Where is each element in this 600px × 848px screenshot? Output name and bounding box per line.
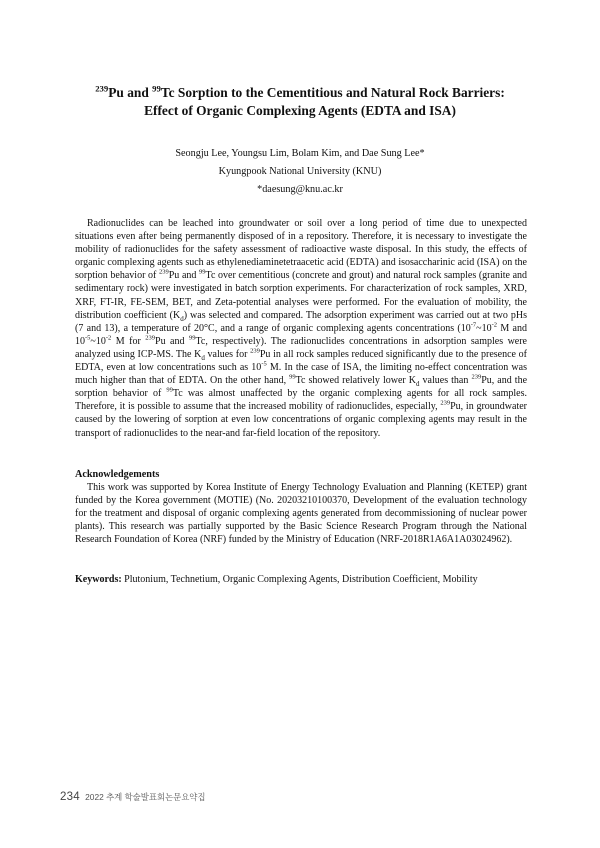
acknowledgements-body: This work was supported by Korea Institute of Energy Technology Evaluation and Planning (KETEP) grant funded by the Korea government (MOTIE) (No. 20203210100370, Development of the evaluation technology for the treatment and disposal of organic complexing agents generated from decommissioning of nuclear power plants). This research was partially supported by the Basic Science Research Program through the National Research Foundation of Korea (NRF) funded by the Ministry of Education (NRF-2018R1A6A1A03024962). <box>75 482 527 546</box>
author-list: Seongju Lee, Youngsu Lim, Bolam Kim, and Dae Sung Lee* <box>175 148 425 159</box>
corresponding-email: *daesung@knu.ac.kr <box>257 184 343 195</box>
page-number: 234 <box>60 791 80 803</box>
keywords-label: Keywords: <box>75 574 122 585</box>
paper-title <box>60 84 540 120</box>
title-line-1: $^{239}$Pu and $^{99}$Tc Sorption to the Cementitious and Natural Rock Barriers: <box>95 83 505 100</box>
keywords-text: Plutonium, Technetium, Organic Complexing Agents, Distribution Coefficient, Mobility <box>121 574 478 585</box>
title-line-2: Effect of Organic Complexing Agents (EDTA and ISA) <box>144 103 456 118</box>
acknowledgements-heading: Acknowledgements <box>75 469 160 480</box>
abstract-paragraph: Radionuclides can be leached into groundwater or soil over a long period of time due to unexpected situations even after being permanently disposed of in a repository. Therefore, it is necessary to investigate the mobility of radionuclides for the safety assessment of radioactive waste disposal. In this study, the effects of organic complexing agents such as ethylenediaminetetraacetic acid (EDTA) and isosaccharinic acid (ISA) on the sorption behavior of $^{239}$Pu and $^{99}$Tc over cementitious (concrete and grout) and natural rock samples (granite and sedimentary rock) were investigated in batch sorption experiments. For characterization of rock samples, XRD, XRF, FT-IR, FE-SEM, BET, and Zeta-potential analyses were performed. For the evaluation of mobility, the distribution coefficient $(K_d)$ was selected and compared. The adsorption experiment was carried out at two pHs (7 and 13), a temperature of 20°C, and a range of organic complexing agents concentrations ($10^{-7}\sim 10^{-2}$ M and $10^{-5}\sim 10^{-2}$ M for $^{239}$Pu and $^{99}$Tc, respectively). The radionuclides concentrations in adsorption samples were analyzed using ICP-MS. The $K_d$ values for $^{239}$Pu in all rock samples reduced significantly due to the presence of EDTA, even at low concentrations such as $10^{-5}$ M. In the case of ISA, the limiting no-effect concentration was much higher than that of EDTA. On the other hand, $^{99}$Tc showed relatively lower $K_d$ values than $^{239}$Pu, and the sorption behavior of $^{99}$Tc was almost unaffected by the organic complexing agents for all rock samples. Therefore, it is possible to assume that the increased mobility of radionuclides, especially, $^{239}$Pu, in groundwater caused by the lowering of sorption at even low concentrations of organic complexing agents may result in the transport of radionuclides to the near-and far-field location of the repository. <box>75 218 528 439</box>
conference-name: 2022 추계 학술발표회논문요약집 <box>85 792 206 802</box>
keywords-line <box>75 573 527 586</box>
affiliation: Kyungpook National University (KNU) <box>218 166 382 177</box>
page-footer <box>60 791 206 803</box>
